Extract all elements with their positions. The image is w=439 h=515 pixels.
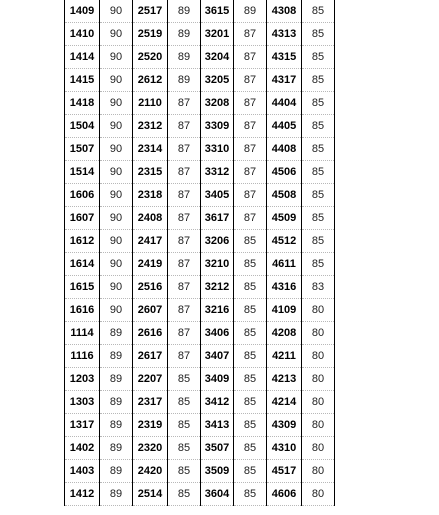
code-cell: 2419: [133, 253, 168, 276]
code-cell: 3201: [201, 23, 234, 46]
code-cell: 1412: [65, 483, 100, 506]
table-row: [65, 0, 335, 23]
value-cell: 85: [234, 276, 267, 299]
value-cell: 85: [234, 230, 267, 253]
table-row: [65, 460, 335, 483]
code-cell: 1317: [65, 414, 100, 437]
code-cell: 4310: [267, 437, 302, 460]
value-cell: 83: [302, 276, 335, 299]
code-cell: 2420: [133, 460, 168, 483]
code-cell: 4213: [267, 368, 302, 391]
code-cell: 3206: [201, 230, 234, 253]
table-row: [65, 391, 335, 414]
value-cell: 90: [100, 253, 133, 276]
code-cell: 4506: [267, 161, 302, 184]
value-cell: 87: [234, 92, 267, 115]
code-cell: 2417: [133, 230, 168, 253]
code-cell: 4309: [267, 414, 302, 437]
code-cell: 4509: [267, 207, 302, 230]
code-cell: 4512: [267, 230, 302, 253]
value-cell: 80: [302, 345, 335, 368]
value-cell: 89: [100, 391, 133, 414]
code-cell: 1402: [65, 437, 100, 460]
value-cell: 89: [234, 0, 267, 23]
value-cell: 87: [168, 115, 201, 138]
value-cell: 87: [168, 230, 201, 253]
table-row: [65, 345, 335, 368]
table-row: [65, 138, 335, 161]
code-cell: 4404: [267, 92, 302, 115]
code-cell: 3309: [201, 115, 234, 138]
code-cell: 4517: [267, 460, 302, 483]
code-cell: 1504: [65, 115, 100, 138]
code-cell: 1114: [65, 322, 100, 345]
value-cell: 85: [302, 69, 335, 92]
code-cell: 4408: [267, 138, 302, 161]
code-cell: 1303: [65, 391, 100, 414]
code-cell: 3405: [201, 184, 234, 207]
code-cell: 2519: [133, 23, 168, 46]
code-cell: 3409: [201, 368, 234, 391]
table-row: [65, 253, 335, 276]
value-cell: 90: [100, 184, 133, 207]
value-cell: 90: [100, 299, 133, 322]
code-cell: 3412: [201, 391, 234, 414]
code-cell: 1616: [65, 299, 100, 322]
value-cell: 85: [168, 391, 201, 414]
code-cell: 4316: [267, 276, 302, 299]
code-cell: 2110: [133, 92, 168, 115]
code-cell: 3413: [201, 414, 234, 437]
value-cell: 89: [100, 437, 133, 460]
value-cell: 89: [100, 322, 133, 345]
value-cell: 87: [234, 138, 267, 161]
value-cell: 85: [168, 437, 201, 460]
code-cell: 1116: [65, 345, 100, 368]
code-cell: 2607: [133, 299, 168, 322]
value-cell: 90: [100, 161, 133, 184]
value-cell: 87: [168, 184, 201, 207]
code-cell: 3507: [201, 437, 234, 460]
code-cell: 3604: [201, 483, 234, 506]
code-cell: 3212: [201, 276, 234, 299]
value-cell: 85: [234, 253, 267, 276]
value-cell: 90: [100, 92, 133, 115]
value-cell: 89: [168, 46, 201, 69]
value-cell: 89: [100, 345, 133, 368]
value-cell: 89: [168, 69, 201, 92]
value-cell: 87: [234, 184, 267, 207]
code-cell: 4611: [267, 253, 302, 276]
code-cell: 2317: [133, 391, 168, 414]
code-cell: 3205: [201, 69, 234, 92]
code-cell: 4405: [267, 115, 302, 138]
code-cell: 2514: [133, 483, 168, 506]
value-cell: 90: [100, 138, 133, 161]
value-cell: 85: [302, 138, 335, 161]
value-cell: 90: [100, 115, 133, 138]
code-cell: 3312: [201, 161, 234, 184]
value-cell: 90: [100, 46, 133, 69]
value-cell: 80: [302, 483, 335, 506]
code-cell: 3406: [201, 322, 234, 345]
value-cell: 85: [302, 230, 335, 253]
value-cell: 85: [168, 483, 201, 506]
code-cell: 2617: [133, 345, 168, 368]
value-cell: 80: [302, 368, 335, 391]
value-cell: 90: [100, 276, 133, 299]
code-cell: 4109: [267, 299, 302, 322]
value-cell: 87: [168, 345, 201, 368]
code-cell: 4211: [267, 345, 302, 368]
value-cell: 89: [168, 0, 201, 23]
code-cell: 1507: [65, 138, 100, 161]
value-cell: 80: [302, 299, 335, 322]
value-cell: 87: [168, 253, 201, 276]
code-cell: 4313: [267, 23, 302, 46]
code-cell: 2318: [133, 184, 168, 207]
value-cell: 85: [168, 368, 201, 391]
value-cell: 85: [302, 0, 335, 23]
value-cell: 89: [168, 23, 201, 46]
code-cell: 1203: [65, 368, 100, 391]
value-cell: 87: [168, 138, 201, 161]
value-cell: 80: [302, 322, 335, 345]
code-cell: 4308: [267, 0, 302, 23]
table-row: [65, 437, 335, 460]
value-cell: 89: [100, 460, 133, 483]
value-cell: 80: [302, 460, 335, 483]
code-cell: 4315: [267, 46, 302, 69]
value-cell: 85: [302, 92, 335, 115]
code-cell: 1614: [65, 253, 100, 276]
code-cell: 3216: [201, 299, 234, 322]
value-cell: 85: [234, 322, 267, 345]
value-cell: 85: [302, 161, 335, 184]
value-cell: 87: [168, 299, 201, 322]
table-row: [65, 69, 335, 92]
value-cell: 85: [234, 483, 267, 506]
code-cell: 3509: [201, 460, 234, 483]
value-cell: 90: [100, 0, 133, 23]
code-cell: 2408: [133, 207, 168, 230]
code-cell: 2315: [133, 161, 168, 184]
code-cell: 3310: [201, 138, 234, 161]
code-cell: 1409: [65, 0, 100, 23]
code-cell: 3407: [201, 345, 234, 368]
value-cell: 90: [100, 23, 133, 46]
value-cell: 85: [302, 207, 335, 230]
code-cell: 2616: [133, 322, 168, 345]
table-row: [65, 207, 335, 230]
code-cell: 3210: [201, 253, 234, 276]
value-cell: 87: [234, 46, 267, 69]
value-cell: 85: [302, 253, 335, 276]
code-cell: 3208: [201, 92, 234, 115]
value-cell: 87: [168, 276, 201, 299]
value-cell: 85: [168, 460, 201, 483]
value-cell: 85: [168, 414, 201, 437]
table-row: [65, 92, 335, 115]
value-cell: 89: [100, 483, 133, 506]
value-cell: 87: [234, 207, 267, 230]
code-cell: 1403: [65, 460, 100, 483]
value-cell: 85: [234, 437, 267, 460]
table-row: [65, 368, 335, 391]
value-cell: 80: [302, 414, 335, 437]
table-row: [65, 184, 335, 207]
value-cell: 87: [234, 23, 267, 46]
table-row: [65, 161, 335, 184]
value-cell: 85: [302, 23, 335, 46]
code-cell: 4606: [267, 483, 302, 506]
code-cell: 1410: [65, 23, 100, 46]
table-row: [65, 23, 335, 46]
table-row: [65, 322, 335, 345]
value-cell: 85: [302, 184, 335, 207]
code-cell: 1418: [65, 92, 100, 115]
code-cell: 2612: [133, 69, 168, 92]
value-cell: 85: [302, 115, 335, 138]
table-row: [65, 299, 335, 322]
code-cell: 4508: [267, 184, 302, 207]
value-cell: 85: [234, 414, 267, 437]
score-table: [64, 0, 335, 506]
table-row: [65, 483, 335, 506]
code-cell: 2520: [133, 46, 168, 69]
value-cell: 87: [168, 207, 201, 230]
value-cell: 85: [234, 391, 267, 414]
code-cell: 1415: [65, 69, 100, 92]
code-cell: 3204: [201, 46, 234, 69]
code-cell: 1514: [65, 161, 100, 184]
value-cell: 87: [234, 161, 267, 184]
code-cell: 2516: [133, 276, 168, 299]
table-row: [65, 414, 335, 437]
code-cell: 1414: [65, 46, 100, 69]
value-cell: 89: [100, 414, 133, 437]
value-cell: 80: [302, 437, 335, 460]
code-cell: 1607: [65, 207, 100, 230]
code-cell: 1606: [65, 184, 100, 207]
value-cell: 87: [168, 161, 201, 184]
code-cell: 3615: [201, 0, 234, 23]
value-cell: 85: [234, 368, 267, 391]
value-cell: 87: [168, 322, 201, 345]
code-cell: 2207: [133, 368, 168, 391]
value-cell: 80: [302, 391, 335, 414]
value-cell: 89: [100, 368, 133, 391]
code-cell: 2314: [133, 138, 168, 161]
code-cell: 2319: [133, 414, 168, 437]
value-cell: 90: [100, 230, 133, 253]
value-cell: 90: [100, 207, 133, 230]
value-cell: 85: [234, 299, 267, 322]
value-cell: 85: [234, 460, 267, 483]
value-cell: 85: [302, 46, 335, 69]
value-cell: 87: [234, 69, 267, 92]
code-cell: 2312: [133, 115, 168, 138]
table-row: [65, 115, 335, 138]
value-cell: 90: [100, 69, 133, 92]
value-cell: 87: [168, 92, 201, 115]
code-cell: 2320: [133, 437, 168, 460]
code-cell: 3617: [201, 207, 234, 230]
value-cell: 87: [234, 115, 267, 138]
score-table-container: [64, 0, 335, 506]
score-table-body: [65, 0, 335, 506]
code-cell: 1615: [65, 276, 100, 299]
table-row: [65, 46, 335, 69]
code-cell: 4208: [267, 322, 302, 345]
value-cell: 85: [234, 345, 267, 368]
code-cell: 4214: [267, 391, 302, 414]
table-row: [65, 230, 335, 253]
code-cell: 4317: [267, 69, 302, 92]
code-cell: 2517: [133, 0, 168, 23]
code-cell: 1612: [65, 230, 100, 253]
table-row: [65, 276, 335, 299]
